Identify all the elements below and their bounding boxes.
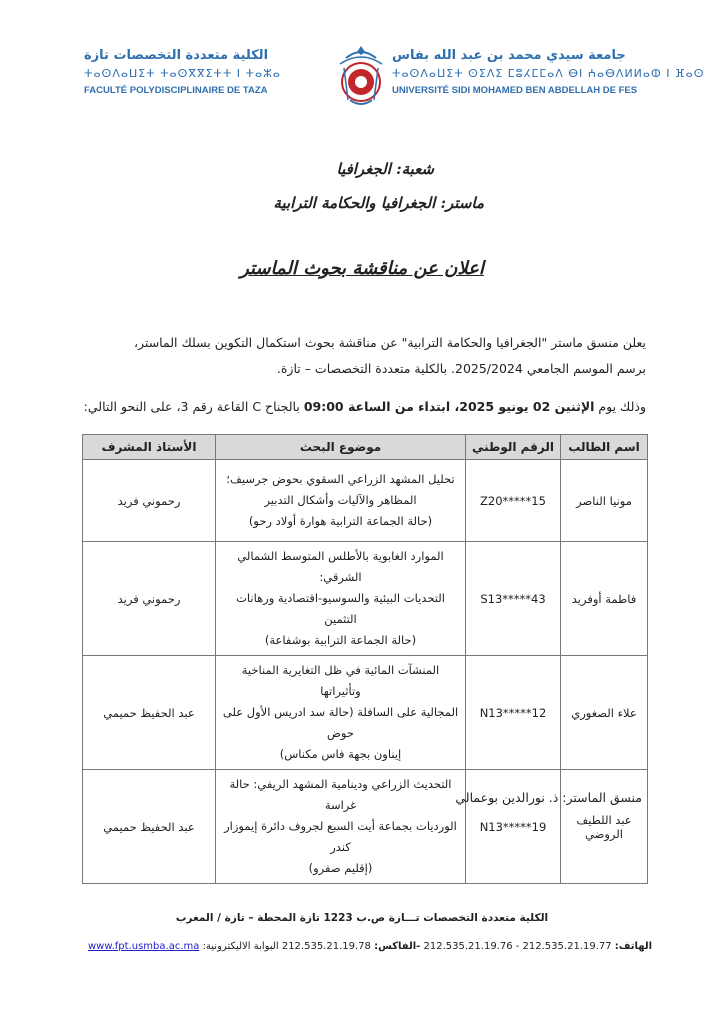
header-topic: موضوع البحث: [216, 435, 466, 460]
national-id: Z20*****15: [466, 460, 561, 542]
table-row: [83, 770, 648, 884]
table-row: [83, 542, 648, 656]
header-national-id: الرقم الوطني: [466, 435, 561, 460]
coordinator-signature: منسق الماستر: ذ. نورالدين بوعمالي: [455, 790, 642, 805]
topic-line: المنشآت المائية في ظل التغايرية المناخية وتأثيراتها: [241, 663, 440, 698]
table-row: [83, 656, 648, 770]
student-name: عبد اللطيف الروضي: [561, 770, 648, 884]
footer-contacts: [60, 941, 680, 952]
student-name: فاطمة أوفريد: [561, 542, 648, 656]
topic-line: تحليل المشهد الزراعي السقوي بحوض جرسيف؛: [226, 472, 455, 486]
university-logo: [332, 42, 390, 112]
research-topic: [216, 656, 466, 770]
date-prefix: وذلك يوم: [594, 399, 646, 414]
topic-line: (إقليم صفرو): [308, 861, 373, 875]
faculty-name-amz: ⵜⴰⵙⴷⴰⵡⵉⵜ ⵜⴰⵙⴳⴳⵉⵜⵜ ⵏ ⵜⴰⵣⴰ: [84, 67, 281, 80]
announcement-title: اعلان عن مناقشة بحوث الماستر: [240, 258, 484, 279]
faculty-header: [84, 48, 374, 96]
research-topic: [216, 770, 466, 884]
national-id: S13*****43: [466, 542, 561, 656]
table-header-row: [83, 435, 648, 460]
phone-numbers: 212.535.21.19.76 - 212.535.21.19.77: [423, 941, 612, 952]
topic-line: التحديث الزراعي ودينامية المشهد الريفي: حالة غراسة: [229, 777, 452, 812]
portal-label: البوابة الاليكترونية:: [202, 941, 279, 952]
master-heading: ماستر: الجغرافيا والحكامة الترابية: [273, 194, 484, 212]
faculty-name-fr: FACULTÉ POLYDISCIPLINAIRE DE TAZA: [84, 85, 268, 96]
topic-line: الورديات بجماعة أيت السبع لجروف دائرة إيموزار كندر: [224, 819, 457, 854]
table-row: [83, 460, 648, 542]
student-name: مونيا الناصر: [561, 460, 648, 542]
department-heading: شعبة: الجغرافيا: [336, 160, 434, 178]
website-link[interactable]: www.fpt.usmba.ac.ma: [87, 941, 200, 952]
date-location: بالجناح C القاعة رقم 3، على النحو التالي:: [83, 399, 304, 414]
topic-line: (حالة الجماعة الترابية هوارة أولاد رحو): [248, 514, 433, 528]
header-student: اسم الطالب: [561, 435, 648, 460]
university-name-fr: UNIVERSITÉ SIDI MOHAMED BEN ABDELLAH DE FES: [392, 85, 638, 96]
national-id: N13*****19: [466, 770, 561, 884]
topic-line: الموارد الغابوية بالأطلس المتوسط الشمالي الشرقي:: [237, 549, 444, 584]
university-name-amz: ⵜⴰⵙⴷⴰⵡⵉⵜ ⵙⵉⴷⵉ ⵎⵓⵃⵎⵎⴰⴷ ⴱⵏ ⵄⴰⴱⴷⵍⵍⴰⵀ ⵏ ⴼⴰⵙ: [392, 67, 705, 80]
supervisor-name: رحموني فريد: [83, 460, 216, 542]
topic-line: التحديات البيئية والسوسيو-اقتصادية ورهانات: [236, 591, 445, 605]
faculty-name-ar: الكلية متعددة التخصصات تازة: [84, 48, 269, 63]
intro-paragraph: [46, 330, 646, 382]
defense-schedule-table: [82, 434, 648, 884]
student-name: علاء الصغوري: [561, 656, 648, 770]
supervisor-name: عبد الحفيظ حميمي: [83, 656, 216, 770]
university-header: [392, 48, 705, 96]
intro-line-1: يعلن منسق ماستر "الجغرافيا والحكامة الترابية" عن مناقشة بحوث استكمال التكوين بسلك الماستر،: [133, 335, 646, 350]
national-id: N13*****12: [466, 656, 561, 770]
topic-line: التثمين: [324, 612, 357, 626]
supervisor-name: عبد الحفيظ حميمي: [83, 770, 216, 884]
header-supervisor: الأستاذ المشرف: [83, 435, 216, 460]
phone-label: الهاتف:: [614, 941, 652, 952]
date-time: الإثنين 02 يونيو 2025، ابتداء من الساعة 09:00: [303, 399, 595, 414]
fax-number: 212.535.21.19.78: [281, 941, 371, 952]
research-topic: [216, 542, 466, 656]
date-line: [46, 394, 646, 420]
topic-line: إيناون بجهة فاس مكناس): [279, 747, 402, 761]
supervisor-name: رحموني فريد: [83, 542, 216, 656]
topic-line: المظاهر والآليات وأشكال التدبير: [264, 493, 417, 507]
topic-line: المجالية على السافلة (حالة سد ادريس الأول على حوض: [222, 705, 459, 740]
fax-label: -الفاكس:: [374, 941, 421, 952]
footer-address: الكلية متعددة التخصصات تـــازة ص.ب 1223 تازة المحطة – تازة / المغرب: [175, 912, 549, 924]
research-topic: [216, 460, 466, 542]
intro-line-2: برسم الموسم الجامعي 2025/2024. بالكلية متعددة التخصصات – تازة.: [276, 361, 646, 376]
topic-line: (حالة الجماعة الترابية بوشفاعة): [264, 633, 417, 647]
university-name-ar: جامعة سيدي محمد بن عبد الله بفاس: [392, 48, 626, 63]
